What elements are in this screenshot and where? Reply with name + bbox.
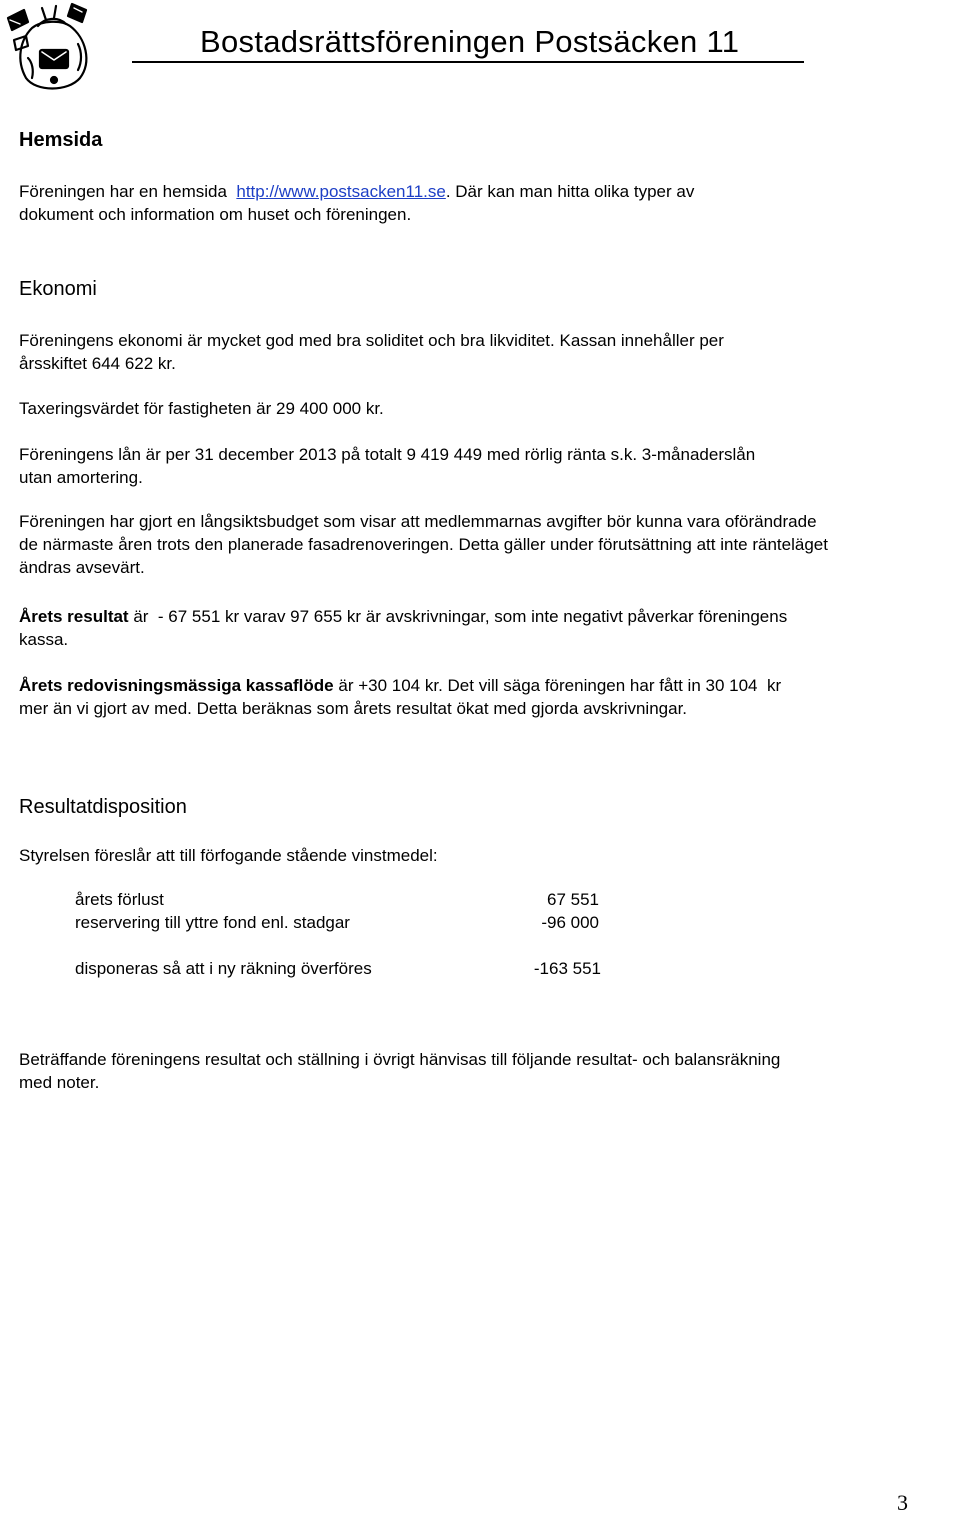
mailbag-logo-icon (2, 0, 94, 92)
kassaflode-label: Årets redovisningsmässiga kassaflöde (19, 676, 334, 695)
ekonomi-p4-line-2: de närmaste åren trots den planerade fasadrenoveringen. Detta gäller under förutsättning att inte ränteläget (19, 535, 828, 554)
hemsida-line-1 (19, 180, 694, 203)
disposition-row-value: -96 000 (541, 913, 599, 932)
ekonomi-p5-line-1 (19, 605, 787, 628)
ekonomi-p3-line-1: Föreningens lån är per 31 december 2013 på totalt 9 419 449 med rörlig ränta s.k. 3-månaderslån (19, 445, 756, 464)
website-link[interactable]: http://www.postsacken11.se (236, 182, 446, 201)
page-number: 3 (897, 1490, 908, 1515)
disposition-row-value: 67 551 (547, 890, 599, 909)
ekonomi-p6-line-1 (19, 674, 781, 697)
ekonomi-p4-line-1: Föreningen har gjort en långsiktsbudget som visar att medlemmarnas avgifter bör kunna vara oförändrade (19, 512, 817, 531)
ekonomi-p1-line-2: årsskiftet 644 622 kr. (19, 354, 176, 373)
ekonomi-p3-line-2: utan amortering. (19, 468, 143, 487)
disposition-row-label: reservering till yttre fond enl. stadgar (75, 913, 350, 932)
section-heading-ekonomi: Ekonomi (19, 278, 97, 300)
hemsida-text-post: . Där kan man hitta olika typer av (445, 182, 695, 201)
kassaflode-text: är +30 104 kr. Det vill säga föreningen har fått in 30 104 kr (333, 676, 782, 695)
page-title: Bostadsrättsföreningen Postsäcken 11 (200, 24, 740, 59)
section-heading-hemsida: Hemsida (19, 129, 103, 151)
closing-line-1: Beträffande föreningens resultat och ställning i övrigt hänvisas till följande resultat- och balansräkning (19, 1050, 781, 1069)
ekonomi-p5-line-2: kassa. (19, 630, 69, 649)
ekonomi-p4-line-3: ändras avsevärt. (19, 558, 145, 577)
ekonomi-p1-line-1: Föreningens ekonomi är mycket god med bra soliditet och bra likviditet. Kassan innehåller per (19, 331, 724, 350)
resultatdisposition-intro: Styrelsen föreslår att till förfogande stående vinstmedel: (19, 846, 438, 865)
hemsida-line-2: dokument och information om huset och föreningen. (19, 205, 412, 224)
ekonomi-p2: Taxeringsvärdet för fastigheten är 29 400 000 kr. (19, 399, 384, 418)
ekonomi-p6-line-2: mer än vi gjort av med. Detta beräknas som årets resultat ökat med gjorda avskrivningar. (19, 699, 688, 718)
disposition-row-label: årets förlust (75, 890, 164, 909)
disposition-total-value: -163 551 (533, 959, 601, 978)
arets-resultat-text: är - 67 551 kr varav 97 655 kr är avskrivningar, som inte negativt påverkar föreningens (128, 607, 788, 626)
section-heading-resultatdisposition: Resultatdisposition (19, 796, 187, 818)
closing-line-2: med noter. (19, 1073, 100, 1092)
title-underline (132, 61, 804, 63)
disposition-total-label: disponeras så att i ny räkning överföres (75, 959, 372, 978)
arets-resultat-label: Årets resultat (19, 607, 129, 626)
hemsida-text-pre: Föreningen har en hemsida (19, 182, 237, 201)
